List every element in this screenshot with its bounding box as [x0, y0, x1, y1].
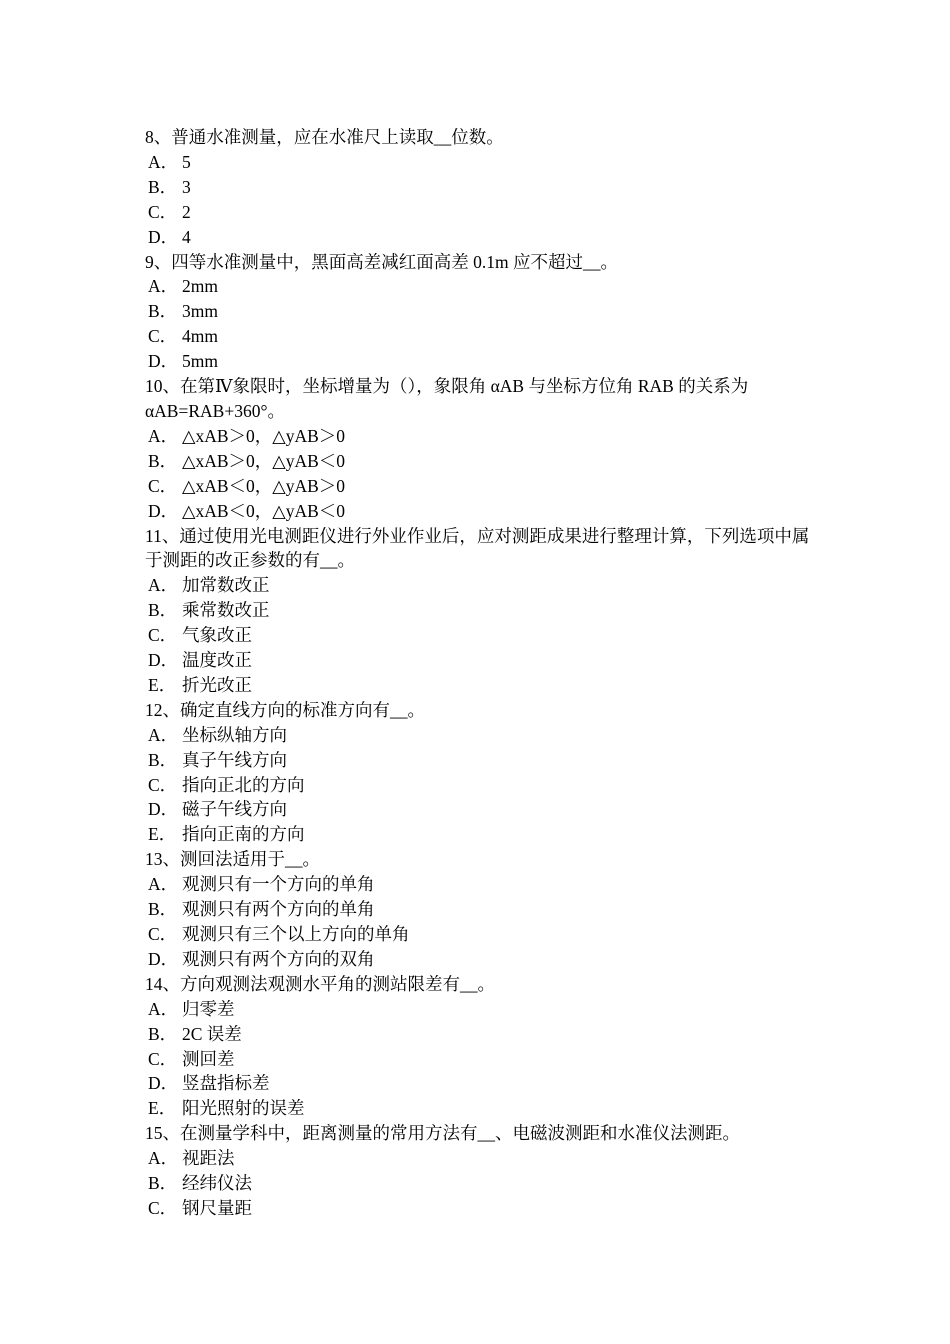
option-d	[145, 499, 815, 524]
question-8	[145, 125, 815, 250]
option-c	[145, 623, 815, 648]
option-list	[145, 997, 815, 1122]
option-text: 气象改正	[182, 625, 252, 646]
option-c	[145, 474, 815, 499]
option-text: 归零差	[182, 998, 235, 1019]
option-d	[145, 349, 815, 374]
document-page	[145, 125, 815, 1221]
option-text: 2	[182, 201, 191, 222]
option-text: 2C 误差	[182, 1023, 242, 1044]
option-text: 折光改正	[182, 674, 252, 695]
option-label: D．	[148, 226, 179, 247]
question-stem: 12、确定直线方向的标准方向有__。	[145, 699, 425, 720]
option-label: A．	[148, 1148, 179, 1169]
option-text: 磁子午线方向	[182, 799, 287, 820]
option-b	[145, 1171, 815, 1196]
option-d	[145, 648, 815, 673]
option-text: 阳光照射的误差	[182, 1098, 305, 1119]
option-c	[145, 922, 815, 947]
option-text: △xAB＜0，△yAB＜0	[182, 500, 346, 521]
question-15	[145, 1121, 815, 1221]
question-stem: 13、测回法适用于__。	[145, 849, 320, 870]
option-label: A．	[148, 425, 179, 446]
option-text: 观测只有三个以上方向的单角	[182, 924, 410, 944]
option-text: 5mm	[182, 351, 218, 372]
option-b	[145, 449, 815, 474]
option-text: 加常数改正	[182, 575, 270, 596]
option-text: 指向正南的方向	[182, 824, 305, 845]
option-e	[145, 822, 815, 847]
question-stem: 14、方向观测法观测水平角的测站限差有__。	[145, 973, 495, 994]
option-c	[145, 324, 815, 349]
option-text: 3	[182, 176, 191, 197]
question-12	[145, 698, 815, 847]
question-10	[145, 374, 815, 523]
option-text: 观测只有一个方向的单角	[182, 874, 375, 895]
option-text: 真子午线方向	[182, 749, 287, 770]
question-11	[145, 524, 815, 698]
question-14	[145, 972, 815, 1121]
option-d	[145, 797, 815, 822]
option-b	[145, 299, 815, 324]
option-label: B．	[148, 600, 178, 621]
option-label: E．	[148, 1098, 177, 1119]
option-text: △xAB＞0，△yAB＞0	[182, 425, 346, 446]
option-label: A．	[148, 998, 179, 1019]
option-label: A．	[148, 724, 179, 745]
question-stem: 8、普通水准测量，应在水准尺上读取__位数。	[145, 127, 504, 147]
option-label: C．	[148, 475, 178, 496]
option-label: E．	[148, 674, 177, 695]
question-stem: 9、四等水准测量中，黑面高差减红面高差 0.1m 应不超过__。	[145, 251, 618, 272]
option-list	[145, 150, 815, 250]
option-text: 4	[182, 226, 191, 247]
option-text: 温度改正	[182, 650, 252, 671]
option-c	[145, 200, 815, 225]
question-13	[145, 847, 815, 972]
option-text: 5	[182, 151, 191, 172]
option-b	[145, 175, 815, 200]
option-c	[145, 1196, 815, 1221]
option-label: A．	[148, 575, 179, 596]
option-label: B．	[148, 176, 178, 197]
option-a	[145, 997, 815, 1022]
option-c	[145, 773, 815, 798]
option-label: A．	[148, 151, 179, 172]
option-text: △xAB＜0，△yAB＞0	[182, 475, 346, 496]
option-label: D．	[148, 799, 179, 820]
option-text: 3mm	[182, 301, 218, 322]
option-label: A．	[148, 874, 179, 895]
option-text: △xAB＞0，△yAB＜0	[182, 450, 346, 471]
question-stem: 11、通过使用光电测距仪进行外业作业后，应对测距成果进行整理计算，下列选项中属于测距的改正参数的有__。	[145, 525, 810, 571]
option-label: D．	[148, 650, 179, 671]
option-label: C．	[148, 774, 178, 795]
option-e	[145, 1096, 815, 1121]
option-b	[145, 1022, 815, 1047]
option-d	[145, 947, 815, 972]
option-text: 观测只有两个方向的单角	[182, 899, 375, 920]
option-label: C．	[148, 1048, 178, 1069]
option-label: C．	[148, 201, 178, 222]
option-d	[145, 1071, 815, 1096]
option-label: B．	[148, 301, 178, 322]
option-label: B．	[148, 450, 178, 471]
option-label: C．	[148, 924, 178, 944]
option-list	[145, 723, 815, 848]
option-label: C．	[148, 326, 178, 347]
option-label: D．	[148, 351, 179, 372]
option-a	[145, 150, 815, 175]
option-text: 测回差	[182, 1048, 235, 1069]
option-list	[145, 274, 815, 374]
option-text: 经纬仪法	[182, 1173, 252, 1194]
option-a	[145, 424, 815, 449]
option-label: B．	[148, 899, 178, 920]
option-label: D．	[148, 1073, 179, 1094]
option-label: E．	[148, 824, 177, 845]
option-b	[145, 748, 815, 773]
option-label: C．	[148, 1197, 178, 1218]
option-a	[145, 1146, 815, 1171]
option-text: 指向正北的方向	[182, 774, 305, 795]
option-text: 视距法	[182, 1148, 235, 1169]
option-b	[145, 598, 815, 623]
question-stem: 15、在测量学科中，距离测量的常用方法有__、电磁波测距和水准仪法测距。	[145, 1123, 740, 1144]
option-label: B．	[148, 1173, 178, 1194]
option-label: B．	[148, 749, 178, 770]
option-label: C．	[148, 625, 178, 646]
option-label: D．	[148, 948, 179, 969]
option-a	[145, 573, 815, 598]
question-9	[145, 250, 815, 375]
option-text: 坐标纵轴方向	[182, 724, 287, 745]
option-label: D．	[148, 500, 179, 521]
option-a	[145, 723, 815, 748]
option-c	[145, 1047, 815, 1072]
option-label: B．	[148, 1023, 178, 1044]
option-text: 乘常数改正	[182, 600, 270, 621]
option-label: A．	[148, 276, 179, 297]
option-list	[145, 573, 815, 698]
option-list	[145, 1146, 815, 1221]
question-stem: 10、在第Ⅳ象限时，坐标增量为（），象限角 αAB 与坐标方位角 RAB 的关系为 αAB=RAB+360°。	[145, 376, 749, 421]
option-text: 钢尺量距	[182, 1197, 252, 1218]
option-list	[145, 872, 815, 972]
option-text: 竖盘指标差	[182, 1073, 270, 1094]
option-b	[145, 897, 815, 922]
option-text: 2mm	[182, 276, 218, 297]
option-d	[145, 225, 815, 250]
option-list	[145, 424, 815, 524]
option-text: 观测只有两个方向的双角	[182, 948, 375, 969]
option-text: 4mm	[182, 326, 218, 347]
option-a	[145, 872, 815, 897]
option-a	[145, 274, 815, 299]
option-e	[145, 673, 815, 698]
